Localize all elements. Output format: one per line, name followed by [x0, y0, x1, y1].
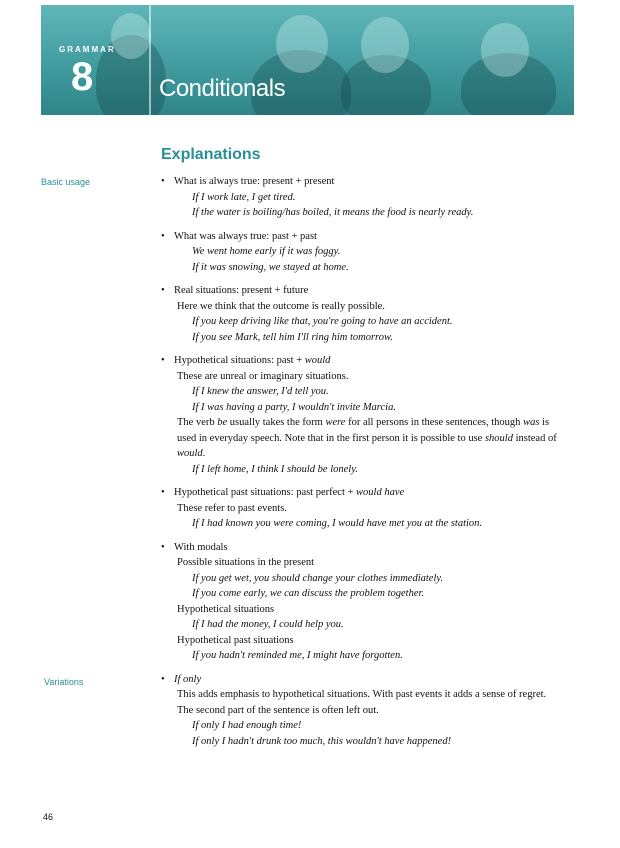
item-heading: With modals: [174, 541, 228, 553]
example-sentence: If I was having a party, I wouldn't invite Marcia.: [192, 401, 396, 413]
example-sentence: If I knew the answer, I'd tell you.: [192, 386, 329, 397]
heading-italic: would: [304, 355, 331, 366]
side-label-basic-usage: Basic usage: [41, 177, 91, 187]
section-title: Explanations: [161, 146, 261, 163]
example-sentence: If only I hadn't drunk too much, this wouldn't have happened!: [192, 735, 452, 747]
group-label: Possible situations in the present: [177, 557, 315, 568]
heading-text: Hypothetical situations: past +: [174, 355, 305, 366]
list-item: [161, 174, 561, 221]
example-sentence: If I left home, I think I should be lonely.: [192, 463, 358, 475]
list-item: [161, 353, 561, 477]
item-note: This adds emphasis to hypothetical situations. With past events it adds a sense of regret. The second part of the sentence is often left out.: [177, 689, 547, 716]
header-banner: [41, 5, 574, 115]
example-sentence: If you come early, we can discuss the problem together.: [192, 588, 425, 599]
bullet-icon: •: [161, 230, 165, 242]
item-heading: What was always true: past + past: [174, 230, 317, 242]
unit-title: Conditionals: [159, 75, 286, 102]
grammar-label: GRAMMAR: [59, 45, 116, 54]
bullet-icon: •: [161, 673, 165, 685]
example-sentence: If I had the money, I could help you.: [192, 619, 344, 630]
list-item: [161, 672, 561, 750]
photo-head-4: [481, 23, 529, 77]
item-heading: [174, 485, 561, 501]
item-note: These refer to past events.: [177, 502, 287, 514]
example-sentence: If you get wet, you should change your clothes immediately.: [192, 572, 444, 584]
example-sentence: If you keep driving like that, you're going to have an accident.: [192, 316, 453, 327]
list-item: [161, 540, 561, 664]
bullet-icon: •: [161, 355, 165, 366]
group-label: Hypothetical situations: [177, 603, 275, 615]
example-sentence: If the water is boiling/has boiled, it means the food is nearly ready.: [192, 207, 474, 218]
side-label-variations: Variations: [44, 677, 84, 687]
example-sentence: We went home early if it was foggy.: [192, 246, 341, 257]
list-item: [161, 283, 561, 345]
heading-text: Hypothetical past situations: past perfect +: [174, 487, 357, 498]
list-item: [161, 229, 561, 276]
heading-italic: If only: [174, 673, 202, 685]
photo-head-2: [276, 15, 328, 73]
item-heading: What is always true: present + present: [174, 176, 335, 187]
photo-head-3: [361, 17, 409, 73]
item-note: These are unreal or imaginary situations.: [177, 370, 349, 382]
photo-head-1: [111, 13, 151, 59]
bullet-icon: •: [161, 176, 165, 187]
group-label: Hypothetical past situations: [177, 634, 294, 646]
example-sentence: If you see Mark, tell him I'll ring him tomorrow.: [192, 331, 393, 343]
example-sentence: If you hadn't reminded me, I might have forgotten.: [192, 650, 403, 661]
example-sentence: If only I had enough time!: [192, 720, 302, 731]
example-sentence: If it was snowing, we stayed at home.: [192, 261, 349, 273]
example-sentence: If I had known you were coming, I would have met you at the station.: [192, 518, 483, 529]
bullet-icon: •: [161, 541, 165, 553]
item-heading: Real situations: present + future: [174, 285, 309, 296]
unit-number: 8: [71, 55, 94, 99]
heading-italic: would have: [356, 487, 405, 498]
bullet-icon: •: [161, 487, 165, 498]
page-number: 46: [43, 812, 54, 822]
item-note: Here we think that the outcome is really possible.: [177, 300, 385, 312]
bullet-icon: •: [161, 285, 165, 296]
item-heading: [174, 353, 561, 369]
item-heading: [174, 672, 561, 688]
banner-divider: [149, 5, 151, 115]
example-sentence: If I work late, I get tired.: [192, 191, 296, 203]
explanations-content: [161, 174, 561, 757]
usage-paragraph: The verb be usually takes the form were for all persons in these sentences, though was is used in everyday speech. Note that in the first person it is possible to use should instead of would.: [177, 417, 557, 459]
list-item: [161, 485, 561, 532]
